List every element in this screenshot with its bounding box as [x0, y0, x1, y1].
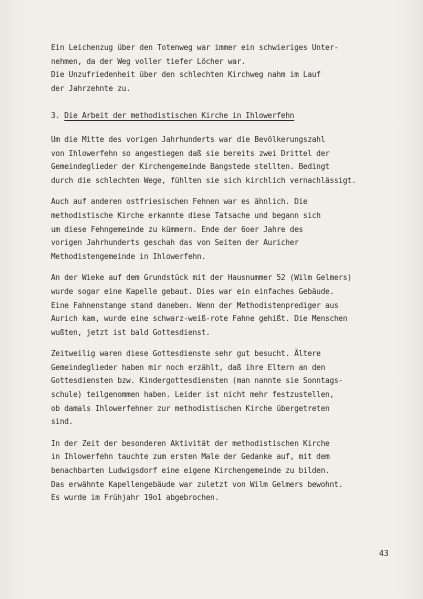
section-number: 3.: [51, 111, 60, 121]
text-line: Auch auf anderen ostfriesischen Fehnen war es ähnlich. Die: [51, 197, 308, 207]
paragraph-kapelle: [51, 271, 401, 339]
text-line: Gemeindeglieder der Kirchengemeinde Bangstede stellten. Bedingt: [51, 162, 330, 172]
text-line: Gemeindeglieder haben mir noch erzählt, daß ihre Eltern an den: [51, 362, 326, 372]
paragraph-fehnen: [51, 195, 401, 263]
text-line: wußten, jetzt ist bald Gottesdienst.: [51, 327, 211, 337]
text-line: schule) teilgenommen haben. Leider ist nicht mehr festzustellen,: [51, 390, 334, 400]
section-title: Die Arbeit der methodistischen Kirche in Ihlowerfehn: [64, 111, 295, 121]
text-line: Die Unzufriedenheit über den schlechten Kirchweg nahm im Lauf: [51, 70, 321, 80]
text-line: der Jahrzehnte zu.: [51, 83, 131, 93]
text-line: um diese Fehngemeinde zu kümmern. Ende der 6oer Jahre des: [51, 224, 304, 234]
text-line: Es wurde im Frühjahr 19o1 abgebrochen.: [51, 493, 220, 503]
text-line: Zeitweilig waren diese Gottesdienste sehr gut besucht. Ältere: [51, 349, 321, 359]
text-line: Methodistengemeinde in Ihlowerfehn.: [51, 251, 206, 261]
section-heading: [51, 109, 401, 123]
text-line: nehmen, da der Weg voller tiefer Löcher war.: [51, 56, 246, 66]
text-line: Das erwähnte Kapellengebäude war zuletzt von Wilm Gelmers bewohnt.: [51, 479, 343, 489]
text-line: benachbarten Ludwigsdorf eine eigene Kirchengemeinde zu bilden.: [51, 466, 330, 476]
text-line: von Ihlowerfehn so angestiegen daß sie bereits zwei Drittel der: [51, 148, 330, 158]
text-line: sind.: [51, 417, 74, 427]
paragraph-gottesdienste: [51, 347, 401, 429]
paragraph-totenweg: [51, 41, 401, 95]
paragraph-aktivitaet: [51, 437, 401, 505]
text-line: An der Wieke auf dem Grundstück mit der Hausnummer 52 (Wilm Gelmers): [51, 273, 352, 283]
page-number: 43: [379, 549, 389, 558]
text-line: Ein Leichenzug über den Totenweg war immer ein schwieriges Unter-: [51, 43, 339, 52]
page-text: [51, 41, 401, 505]
text-line: vorigen Jahrhunderts geschah das von Seiten der Auricher: [51, 238, 299, 248]
text-line: Gottesdiensten bzw. Kindergottesdiensten (man nannte sie Sonntags-: [51, 376, 343, 386]
text-line: ob damals Ihlowerfehner zur methodistischen Kirche übergetreten: [51, 403, 330, 413]
text-line: in Ihlowerfehn tauchte zum ersten Male der Gedanke auf, mit dem: [51, 452, 330, 462]
text-line: methodistische Kirche erkannte diese Tatsache und begann sich: [51, 210, 321, 220]
text-line: Um die Mitte des vorigen Jahrhunderts war die Bevölkerungszahl: [51, 134, 326, 144]
text-line: durch die schlechten Wege, fühlten sie sich kirchlich vernachlässigt.: [51, 175, 357, 185]
text-line: Aurich kam, wurde eine schwarz-weiß-rote Fahne gehißt. Die Menschen: [51, 314, 348, 324]
text-line: wurde sogar eine Kapelle gebaut. Dies war ein einfaches Gebäude.: [51, 286, 334, 296]
text-line: In der Zeit der besonderen Aktivität der methodistischen Kirche: [51, 438, 330, 448]
paragraph-bevoelkerung: [51, 133, 401, 187]
text-line: Eine Fahnenstange stand daneben. Wenn der Methodistenprediger aus: [51, 300, 339, 310]
